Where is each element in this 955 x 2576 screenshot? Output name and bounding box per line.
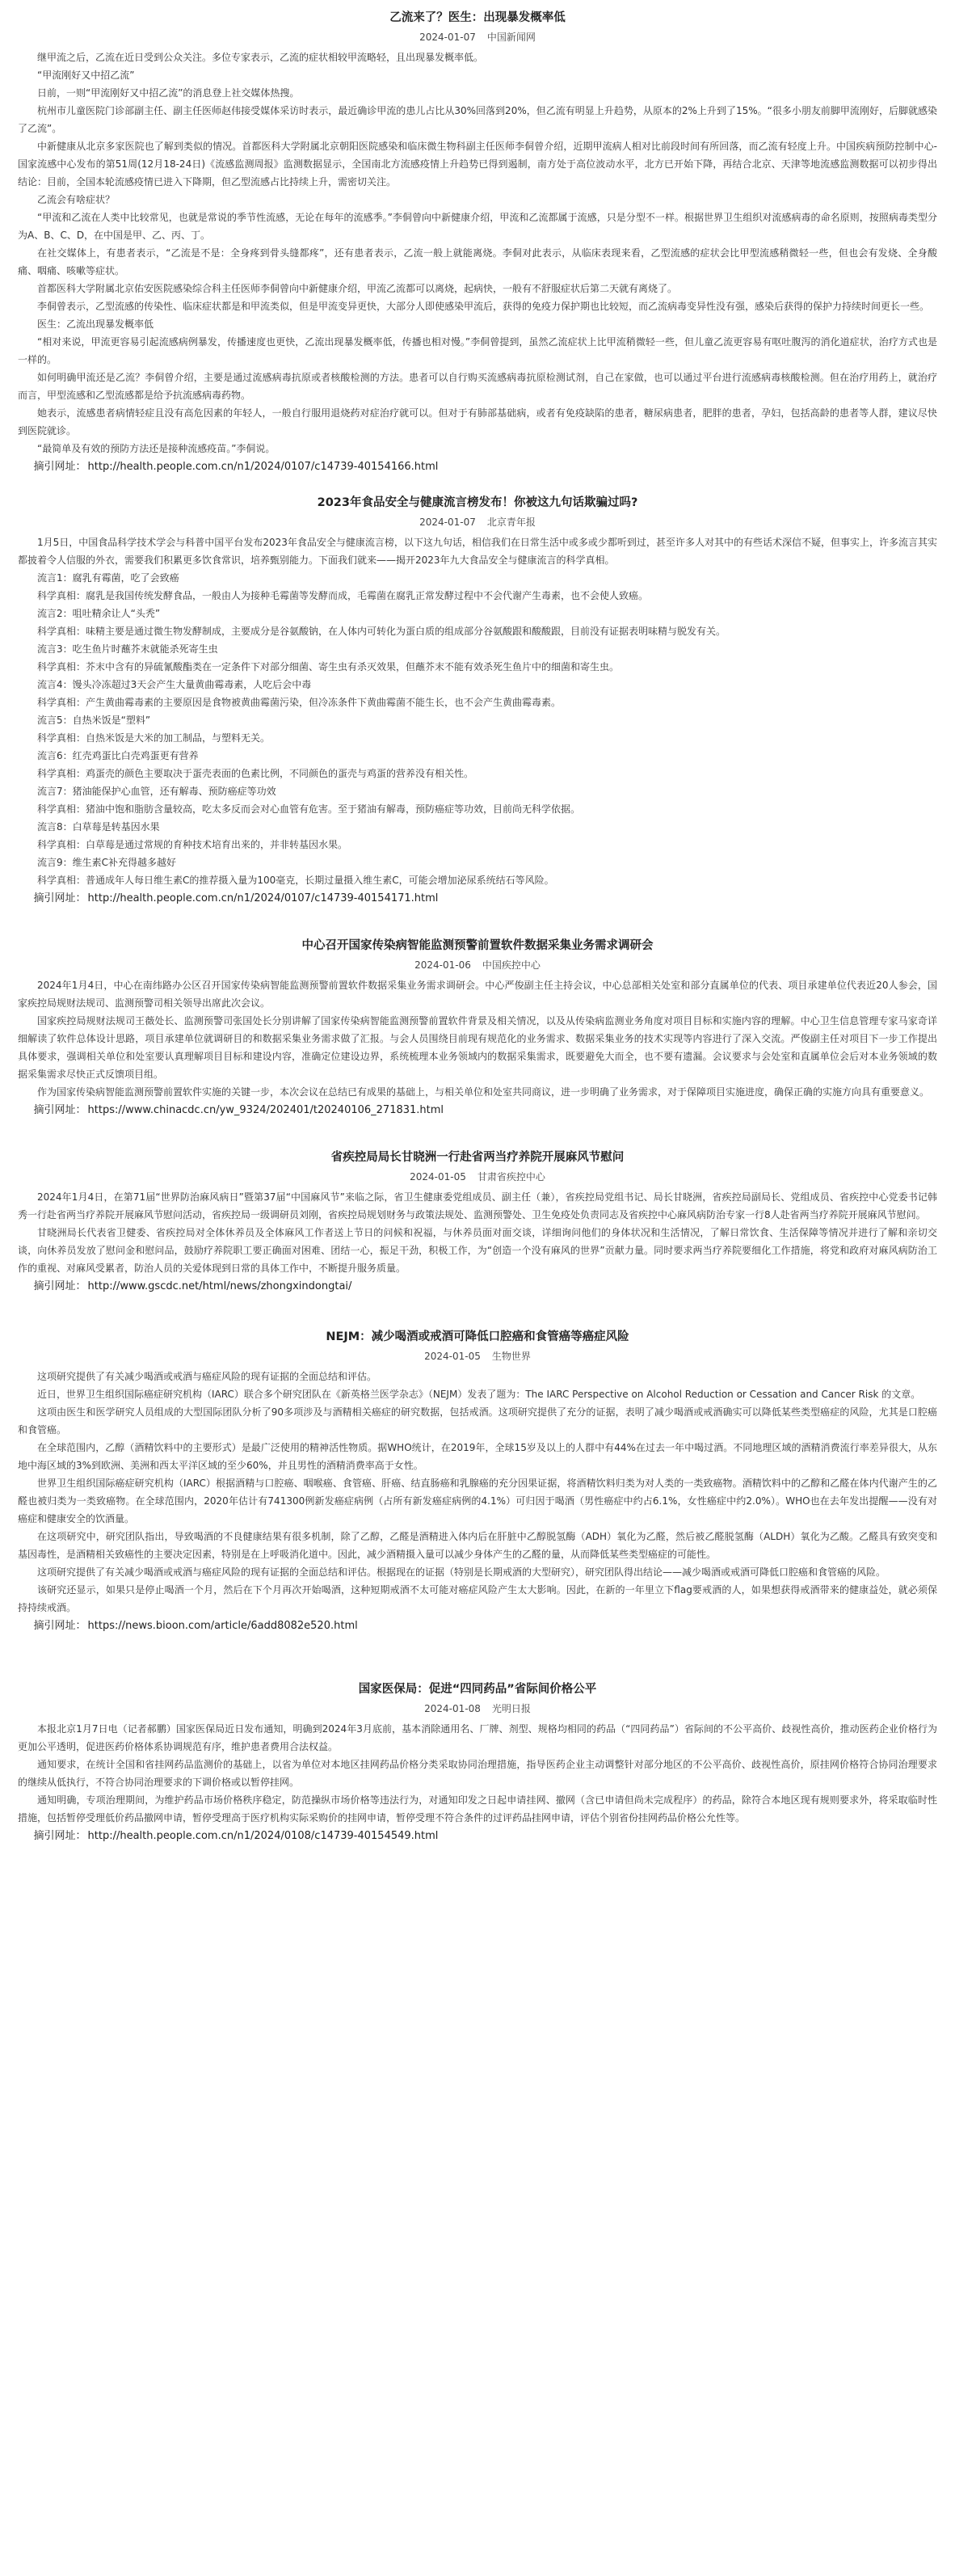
article-paragraph: 甘晓洲局长代表省卫健委、省疾控局对全体休养员及全体麻风工作者送上节日的问候和祝福，与休养员面对面交谈，详细询问他们的身体状况和生活情况，了解日常饮食、生活保障等情况并进行了解和亲切交谈，向休养员发放了慰问金和慰问品，鼓励疗养院职工要正确面对困难、团结一心，振足干劲，积极工作，为“创造一个没有麻风的世界”贡献力量。同时要求两当疗养院要细化工作措施，将党和政府对麻风病防治工作的重视、对麻风受累者，防治人员的关爱体现到日常的具体工作中，不断提升服务质量。 (18, 1227, 937, 1274)
article-paragraph: 近日，世界卫生组织国际癌症研究机构（IARC）联合多个研究团队在《新英格兰医学杂志》（NEJM）发表了题为：The IARC Perspective on Alcohol Reduction or Cessation and Cancer Risk 的文章。 (37, 1389, 921, 1400)
article (18, 8, 937, 477)
source-url-line (18, 1617, 937, 1636)
article-date: 2024-01-08 (424, 1703, 481, 1714)
article-paragraph: 流言2：咀吐精余让人“头秃” (37, 608, 161, 619)
article-paragraph: 流言3：吃生鱼片时蘸芥末就能杀死寄生虫 (37, 643, 218, 655)
article-paragraph: 在全球范围内，乙醇（酒精饮料中的主要形式）是最广泛使用的精神活性物质。据WHO统计，在2019年，全球15岁及以上的人群中有44%在过去一年中喝过酒。不同地理区域的酒精消费流行率差异很大，从东地中海区域的3%到欧洲、美洲和西太平洋区域的至少60%，并且男性的酒精消费率高于女性。 (18, 1442, 937, 1471)
source-url-link[interactable]: http://health.people.com.cn/n1/2024/0107/c14739-40154166.html (87, 461, 439, 473)
article-paragraph: 科学真相：鸡蛋壳的颜色主要取决于蛋壳表面的色素比例，不同颜色的蛋壳与鸡蛋的营养没有相关性。 (37, 768, 474, 779)
article-paragraph: 科学真相：芥末中含有的异硫氰酸酯类在一定条件下对部分细菌、寄生虫有杀灭效果，但蘸芥末不能有效杀死生鱼片中的细菌和寄生虫。 (37, 661, 620, 672)
article (18, 493, 937, 909)
article-list (0, 8, 955, 1846)
article-paragraph: “相对来说，甲流更容易引起流感病例暴发，传播速度也更快，乙流出现暴发概率低，传播也相对慢。”李侗曾提到，虽然乙流症状上比甲流稍微轻一些，但儿童乙流更容易有呕吐腹泻的消化道症状，治疗方式也是一样的。 (18, 336, 937, 365)
article-paragraph: 这项研究提供了有关减少喝酒或戒酒与癌症风险的现有证据的全面总结和评估。 (37, 1371, 377, 1382)
article-paragraph: 流言7：猪油能保护心血管，还有解毒、预防癌症等功效 (37, 786, 276, 797)
article-paragraph: 该研究还显示，如果只是停止喝酒一个月，然后在下个月再次开始喝酒，这种短期戒酒不太可能对癌症风险产生太大影响。因此，在新的一年里立下flag要戒酒的人，如果想获得戒酒带来的健康益处，就必须保持持续戒酒。 (18, 1584, 937, 1613)
article-paragraph: 科学真相：猪油中饱和脂肪含量较高，吃太多反而会对心血管有危害。至于猪油有解毒，预防癌症等功效，目前尚无科学依据。 (37, 803, 581, 815)
source-url-line (18, 457, 937, 477)
article-paragraph: 本报北京1月7日电（记者郝鹏）国家医保局近日发布通知，明确到2024年3月底前，基本消除通用名、厂牌、剂型、规格均相同的药品（“四同药品”）省际间的不公平高价、歧视性高价，推动医药企业价格行为更加公平透明，促进医药价格体系协调规范有序，维护患者费用合法权益。 (18, 1723, 937, 1752)
source-url-label: 摘引网址： (33, 1620, 86, 1632)
article-paragraph: “甲流刚好又中招乙流” (37, 70, 135, 81)
article (18, 1148, 937, 1296)
article (18, 1327, 937, 1636)
article (18, 936, 937, 1120)
article-title[interactable]: 中心召开国家传染病智能监测预警前置软件数据采集业务需求调研会 (301, 939, 654, 952)
source-url-label: 摘引网址： (33, 461, 86, 473)
article-meta (18, 957, 937, 973)
article-source: 北京青年报 (486, 516, 536, 528)
article-paragraph: 乙流会有啥症状？ (37, 194, 116, 205)
article-paragraph: 科学真相：普通成年人每日维生素C的推荐摄入量为100毫克，长期过量摄入维生素C，可能会增加泌尿系统结石等风险。 (37, 875, 554, 886)
article-date: 2024-01-06 (414, 959, 471, 971)
article-paragraph: “最简单及有效的预防方法还是接种流感疫苗。”李侗说。 (37, 443, 276, 454)
article-paragraph: 作为国家传染病智能监测预警前置软件实施的关键一步，本次会议在总结已有成果的基础上，与相关单位和处室共同商议，进一步明确了业务需求，对于保障项目实施进度，确保正确的实施方向具有重要意义。 (37, 1086, 930, 1098)
source-url-link[interactable]: http://www.gscdc.net/html/news/zhongxindongtai/ (87, 1280, 352, 1292)
article-paragraph: 2024年1月4日，中心在南纬路办公区召开国家传染病智能监测预警前置软件数据采集业务需求调研会。中心严俊副主任主持会议，中心总部相关处室和部分直属单位的代表、项目承建单位代表近20人参会，国家疾控局规财法规司、监测预警司相关领导出席此次会议。 (18, 980, 937, 1009)
source-url-label: 摘引网址： (33, 1280, 86, 1292)
article-paragraph: 中新健康从北京多家医院也了解到类似的情况。首都医科大学附属北京朝阳医院感染和临床微生物科副主任医师李侗曾介绍，近期甲流病人相对比前段时间有所回落，而乙流有轻度上升。中国疾病预防控制中心-国家流感中心发布的第51周(12月18-24日)《流感监测周报》监测数据显示，全国南北方流感疫情上升趋势已得到遏制，南方处于高位波动水平，北方已开始下降，再结合北京、天津等地流感监测数据可以初步得出结论：目前，全国本轮流感疫情已进入下降期，但乙型流感占比持续上升，需密切关注。 (18, 141, 937, 188)
article-date: 2024-01-05 (410, 1171, 466, 1183)
source-url-link[interactable]: https://news.bioon.com/article/6add8082e520.html (87, 1620, 358, 1632)
source-url-line (18, 1827, 937, 1846)
source-url-label: 摘引网址： (33, 1830, 86, 1842)
source-url-link[interactable]: https://www.chinacdc.cn/yw_9324/202401/t20240106_271831.html (87, 1104, 444, 1116)
article-paragraph: 流言9：维生素C补充得越多越好 (37, 857, 177, 868)
article-meta (18, 29, 937, 45)
article-paragraph: 这项由医生和医学研究人员组成的大型国际团队分析了90多项涉及与酒精相关癌症的研究数据，包括戒酒。这项研究提供了充分的证据，表明了减少喝酒或戒酒确实可以降低某些类型癌症的风险，尤其是口腔癌和食管癌。 (18, 1406, 937, 1436)
article-date: 2024-01-07 (419, 32, 476, 43)
article-title[interactable]: 国家医保局：促进“四同药品”省际间价格公平 (358, 1683, 597, 1696)
article-paragraph: 在这项研究中，研究团队指出，导致喝酒的不良健康结果有很多机制，除了乙醇，乙醛是酒精进入体内后在肝脏中乙醇脱氢酶（ADH）氧化为乙醛，然后被乙醛脱氢酶（ALDH）氧化为乙酸。乙醛具有致突变和基因毒性，是酒精相关致癌性的主要决定因素，特别是在上呼吸消化道中。因此，减少酒精摄入量可以减少身体产生的乙醛的量，从而降低某些类型癌症的可能性。 (18, 1531, 937, 1560)
article-paragraph: 科学真相：自热米饭是大米的加工制品，与塑料无关。 (37, 732, 271, 744)
article-paragraph: 她表示，流感患者病情轻症且没有高危因素的年轻人，一般自行服用退烧药对症治疗就可以。但对于有肺部基础病，或者有免疫缺陷的患者，糖尿病患者，肥胖的患者，孕妇，包括高龄的患者等人群，建议尽快到医院就诊。 (18, 407, 937, 436)
article-meta (18, 1348, 937, 1364)
article-source: 光明日报 (491, 1703, 531, 1714)
article-paragraph: 流言4：馒头冷冻超过3天会产生大量黄曲霉毒素，人吃后会中毒 (37, 679, 312, 690)
article-paragraph: 2024年1月4日，在第71届“世界防治麻风病日”暨第37届“中国麻风节”来临之际，省卫生健康委党组成员、副主任（兼），省疾控局党组书记、局长甘晓洲，省疾控局副局长、党组成员、省疾控中心党委书记韩秀一行赴省两当疗养院开展麻风节慰问活动，省疾控局一级调研员刘刚，省疾控局规划财务与政策法规处、监测预警处、卫生免疫处负责同志及省疾控中心麻风病防治专家一行8人赴省两当疗养院开展麻风节慰问。 (18, 1191, 937, 1221)
article-paragraph: 继甲流之后，乙流在近日受到公众关注。多位专家表示，乙流的症状相较甲流略轻，且出现暴发概率低。 (37, 52, 484, 63)
article-paragraph: 国家疾控局规财法规司王薇处长、监测预警司张国处长分别讲解了国家传染病智能监测预警前置软件背景及相关情况，以及从传染病监测业务角度对项目目标和实施内容的理解。中心卫生信息管理专家马家奇详细解读了软件总体设计思路，项目承建单位就调研目的和数据采集业务需求做了汇报。与会人员围绕目前现有规范化的业务需求、数据采集业务的技术实现等内容进行了深入交流。严俊副主任对项目下一步工作提出具体要求，强调相关单位和处室要认真理解项目目标和建设内容，准确定位建设边界，系统梳理本业务领域内的数据采集需求，既要避免大而全，也不要有遗漏。会议要求与会处室和直属单位会后对本业务领域的数据采集需求尽快正式反馈项目组。 (18, 1015, 937, 1080)
article-paragraph: 这项研究提供了有关减少喝酒或戒酒与癌症风险的现有证据的全面总结和评估。根据现在的证据（特别是长期戒酒的大型研究），研究团队得出结论——减少喝酒或戒酒可降低口腔癌和食管癌的风险。 (37, 1566, 886, 1578)
article-paragraph: 流言5：自热米饭是“塑料” (37, 715, 151, 726)
source-url-line (18, 889, 937, 909)
article-meta (18, 1169, 937, 1185)
article (18, 1680, 937, 1846)
source-url-link[interactable]: http://health.people.com.cn/n1/2024/0108/c14739-40154549.html (87, 1830, 439, 1842)
article-paragraph: 首都医科大学附属北京佑安医院感染综合科主任医师李侗曾向中新健康介绍，甲流乙流都可以离烧，起病快，一般有不舒服症状后第二天就有离烧了。 (37, 283, 678, 294)
article-paragraph: 科学真相：产生黄曲霉毒素的主要原因是食物被黄曲霉菌污染，但冷冻条件下黄曲霉菌不能生长，也不会产生黄曲霉毒素。 (37, 697, 562, 708)
article-meta (18, 514, 937, 530)
source-url-line (18, 1277, 937, 1296)
article-source: 生物世界 (491, 1351, 531, 1362)
article-source: 中国新闻网 (486, 32, 536, 43)
article-paragraph: 杭州市儿童医院门诊部副主任、副主任医师赵伟接受媒体采访时表示，最近确诊甲流的患儿占比从30%回落到20%，但乙流有明显上升趋势，从原本的2%上升到了15%。“很多小朋友前脚甲流刚好，后脚就感染了乙流”。 (18, 105, 937, 134)
source-url-label: 摘引网址： (33, 1104, 86, 1116)
article-paragraph: 医生：乙流出现暴发概率低 (37, 318, 154, 330)
article-paragraph: 李侗曾表示，乙型流感的传染性、临床症状都是和甲流类似，但是甲流变异更快，大部分人即使感染甲流后，获得的免疫力保护期也比较短，而乙流病毒变异性没有强，感染后获得的保护力持续时间更长一些。 (37, 301, 930, 312)
article-paragraph: 流言1：腐乳有霉菌，吃了会致癌 (37, 572, 179, 584)
article-paragraph: 通知要求，在统计全国和省挂网药品监测价的基础上，以省为单位对本地区挂网药品价格分类采取协同治理措施，指导医药企业主动调整针对部分地区的不公平高价、歧视性高价，原挂网价格符合协同治理要求的继续从低执行，不符合协同治理要求的下调价格或以暂停挂网。 (18, 1759, 937, 1788)
article-paragraph: 科学真相：白草莓是通过常规的育种技术培育出来的，并非转基因水果。 (37, 839, 348, 850)
article-title[interactable]: 2023年食品安全与健康流言榜发布！你被这九句话欺骗过吗? (317, 496, 638, 509)
article-paragraph: 如何明确甲流还是乙流？李侗曾介绍，主要是通过流感病毒抗原或者核酸检测的方法。患者可以自行购买流感病毒抗原检测试剂，自己在家做，也可以通过平台进行流感病毒核酸检测。但在治疗用药上，就治疗而言，甲型流感和乙型流感都是给予抗流感病毒药物。 (18, 372, 937, 401)
article-source: 中国疾控中心 (482, 959, 541, 971)
article-paragraph: 日前，一则“甲流刚好又中招乙流”的消息登上社交媒体热搜。 (37, 87, 300, 99)
article-title[interactable]: NEJM：减少喝酒或戒酒可降低口腔癌和食管癌等癌症风险 (326, 1330, 629, 1343)
article-meta (18, 1701, 937, 1717)
article-paragraph: 流言8：白草莓是转基因水果 (37, 821, 160, 833)
article-paragraph: 1月5日，中国食品科学技术学会与科普中国平台发布2023年食品安全与健康流言榜，以下这九句话，相信我们在日常生活中或多或少都听到过，甚至许多人对其中的有些话术深信不疑，但事实上，许多流言其实都披着令人信服的外衣，需要我们积累更多饮食常识，培养甄别能力。下面我们就来——揭开2023年九大食品安全与健康流言的科学真相。 (18, 537, 937, 566)
source-url-line (18, 1101, 937, 1120)
article-paragraph: 通知明确，专项治理期间，为维护药品市场价格秩序稳定，防范操纵市场价格等违法行为，对通知印发之日起申请挂网、撤网（含已申请但尚未完成程序）的药品，除符合本地区现有规则要求外，将采取临时性措施，包括暂停受理低价药品撤网申请，暂停受理高于医疗机构实际采购价的挂网申请，暂停受理不符合条件的过评药品挂网申请，评估个别省份挂网药品价格公允性等。 (18, 1794, 937, 1823)
article-paragraph: “甲流和乙流在人类中比较常见，也就是常说的季节性流感，无论在每年的流感季。”李侗曾向中新健康介绍，甲流和乙流都属于流感，只是分型不一样。根据世界卫生组织对流感病毒的命名原则，按照病毒类型分为A、B、C、D，在中国是甲、乙、丙、丁。 (18, 212, 937, 241)
article-date: 2024-01-07 (419, 516, 476, 528)
article-source: 甘肃省疾控中心 (477, 1171, 545, 1183)
article-paragraph: 在社交媒体上，有患者表示，“乙流是不是：全身疼到骨头缝都疼”，还有患者表示，乙流一般上就能离烧。李侗对此表示，从临床表现来看，乙型流感的症状会比甲型流感稍微轻一些，但也会有发烧、全身酸痛、咽痛、咳嗽等症状。 (18, 247, 937, 276)
article-date: 2024-01-05 (424, 1351, 481, 1362)
article-title[interactable]: 乙流来了？医生：出现暴发概率低 (389, 11, 566, 24)
article-paragraph: 流言6：红壳鸡蛋比白壳鸡蛋更有营养 (37, 750, 199, 761)
source-url-link[interactable]: http://health.people.com.cn/n1/2024/0107/c14739-40154171.html (87, 892, 439, 904)
article-paragraph: 科学真相：腐乳是我国传统发酵食品，一般由人为接种毛霉菌等发酵而成，毛霉菌在腐乳正常发酵过程中不会代谢产生毒素，也不会使人致癌。 (37, 590, 649, 601)
article-paragraph: 科学真相：味精主要是通过微生物发酵制成，主要成分是谷氨酸钠，在人体内可转化为蛋白质的组成部分谷氨酸跟和酸酸跟，目前没有证据表明味精与脱发有关。 (37, 626, 726, 637)
article-paragraph: 世界卫生组织国际癌症研究机构（IARC）根据酒精与口腔癌、咽喉癌、食管癌、肝癌、结直肠癌和乳腺癌的充分因果证据，将酒精饮料归类为对人类的一类致癌物。酒精饮料中的乙醇和乙醛在体内代谢产生的乙醛也被归类为一类致癌物。在全球范围内，2020年估计有741300例新发癌症病例（占所有新发癌症病例的4.1%）可归因于喝酒（男性癌症中约占6.1%，女性癌症中约2.0%）。WHO也在去年发出提醒——没有对癌症和健康安全的饮酒量。 (18, 1478, 937, 1524)
article-title[interactable]: 省疾控局局长甘晓洲一行赴省两当疗养院开展麻风节慰问 (330, 1151, 625, 1164)
source-url-label: 摘引网址： (33, 892, 86, 904)
